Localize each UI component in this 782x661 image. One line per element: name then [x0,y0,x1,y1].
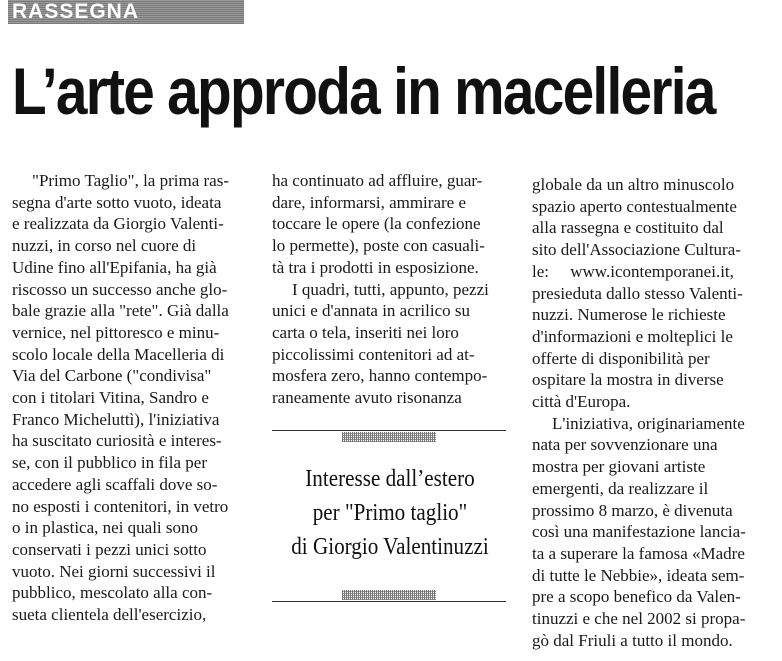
text-line: "Primo Taglio", la prima ras- [32,171,229,190]
text-line: unici e d'annata in acrilico su [272,301,471,321]
text-line: sito dell'Associazione Cultura- [532,240,741,260]
text-line: riscosso un successo anche glo- [12,279,228,299]
text-line: mostra per giovani artiste [532,457,706,477]
text-line: ha continuato ad affluire, guar- [272,171,483,190]
text-line: se, con il pubblico in fila per [12,453,207,473]
text-line: tà tra i prodotti in esposizione. [272,257,479,277]
pullquote-line: Interesse dall’estero [305,466,475,492]
text-line: pubblico, mescolato alla con- [12,583,213,603]
paragraph [12,192,244,626]
text-line: no esposti i contenitori, in vetro [12,496,229,516]
text-line: L'iniziativa, originariamente [552,413,745,433]
text-line: globale da un altro minuscolo [532,175,735,194]
text-line: carta o tela, inseriti nei loro [272,322,459,342]
text-line: conservati i pezzi unici sotto [12,539,207,559]
text-line: lo permette), poste con casuali- [272,236,485,256]
pullquote-top-ornament [342,432,436,442]
text-line: nata per sovvenzionare una [532,435,718,455]
text-line: raneamente avuto risonanza [272,388,462,408]
pullquote-line: per "Primo taglio" [312,500,468,526]
text-line: piccolissimi contenitori ad at- [272,344,475,364]
text-line: ospitare la mostra in diverse [532,370,724,390]
text-line: Udine fino all'Epifania, ha già [12,257,217,277]
text-line: pre a scopo benefico da Valen- [532,587,741,607]
article-column-1 [12,170,244,626]
text-line: dare, informarsi, ammirare e [272,192,466,212]
article-column-3 [532,174,768,651]
text-line: accedere agli scaffali dove so- [12,474,218,494]
pullquote [272,462,508,564]
text-line: prossimo 8 marzo, è divenuta [532,500,733,520]
paragraph [272,279,508,409]
paragraph [532,413,768,652]
text-line: e realizzata da Giorgio Valenti- [12,214,224,234]
article-column-2 [272,170,508,409]
text-line: ha suscitato curiosità e interes- [12,431,222,451]
text-line: bale grazie alla "rete". Già dalla [12,301,229,321]
section-label: RASSEGNA [12,0,140,23]
paragraph [532,174,768,413]
text-line: di tutte le Nebbie», ideata sem- [532,565,745,585]
text-line: spazio aperto contestualmente [532,196,737,216]
text-line: segna d'arte sotto vuoto, ideata [12,192,222,212]
text-line: alla rassegna e costituito dal [532,218,724,238]
text-line: nuzzi, in corso nel cuore di [12,236,197,256]
paragraph [272,170,508,279]
text-line: le: www.icontemporanei.it, [532,261,734,281]
text-line: o in plastica, nei quali sono [12,518,199,538]
text-line: mosfera zero, hanno contempo- [272,366,488,386]
pullquote-bottom-ornament [342,590,436,600]
text-line: I quadri, tutti, appunto, pezzi [292,279,489,299]
text-line: vuoto. Nei giorni successivi il [12,561,216,581]
text-line: Franco Micheluttì), l'iniziativa [12,409,220,429]
pullquote-line: di Giorgio Valentinuzzi [291,534,489,560]
text-line: sueta clientela dell'esercizio, [12,605,207,625]
text-line: così una manifestazione lancia- [532,522,746,542]
text-line: ta a superare la famosa «Madre [532,543,745,563]
text-line: emergenti, da realizzare il [532,478,709,498]
text-line: nuzzi. Numerose le richieste [532,305,726,325]
text-line: città d'Europa. [532,392,631,412]
text-line: d'informazioni e molteplici le [532,326,733,346]
text-line: tinuzzi e che nel 2002 si propa- [532,609,746,629]
text-line: con i titolari Vitina, Sandro e [12,388,209,408]
text-line: presieduta dallo stesso Valenti- [532,283,743,303]
paragraph [12,170,244,192]
text-line: Via del Carbone ("condivisa" [12,366,212,386]
text-line: offerte di disponibilità per [532,348,710,368]
text-line: gò dal Friuli a tutto il mondo. [532,630,733,650]
text-line: toccare le opere (la confezione [272,214,481,234]
text-line: scolo locale della Macelleria di [12,344,225,364]
article-headline: L’arte approda in macelleria [12,54,715,128]
text-line: vernice, nel pittoresco e minu- [12,322,220,342]
pullquote-top-rule [272,430,506,431]
pullquote-bottom-rule [272,601,506,602]
